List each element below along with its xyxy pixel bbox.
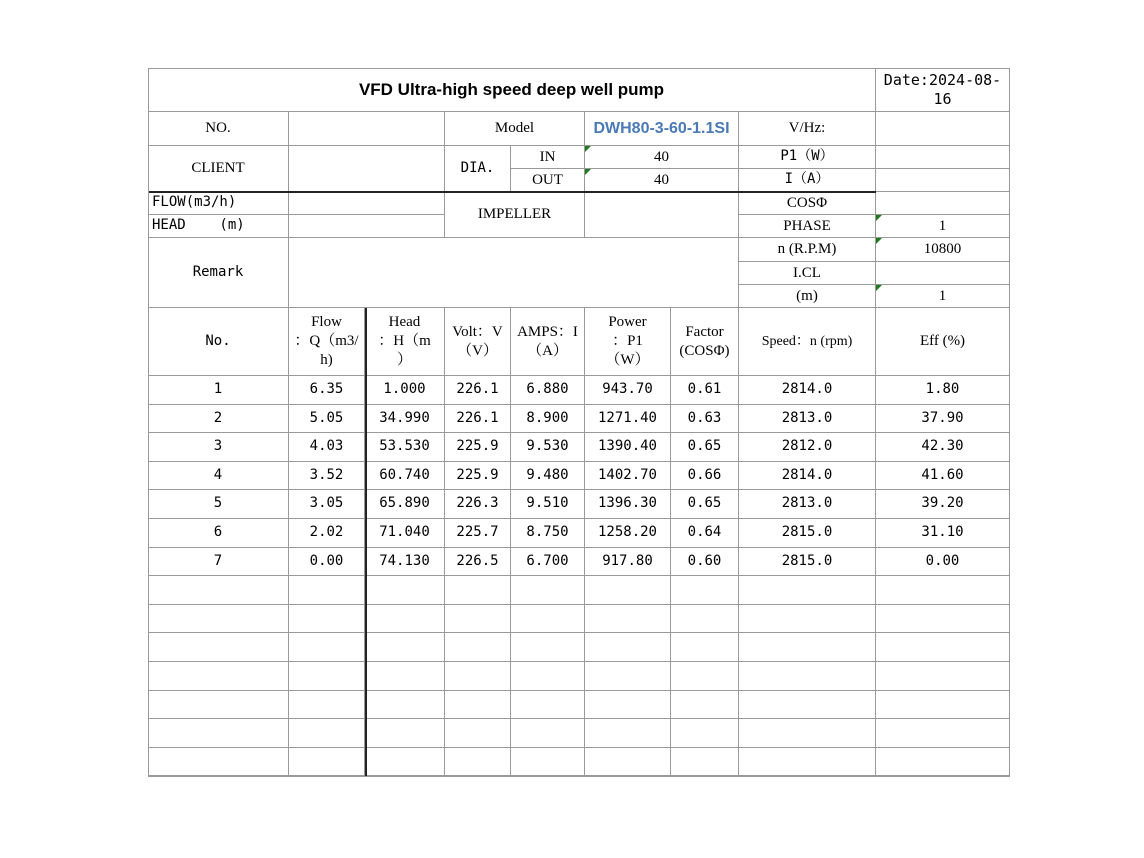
row-number-cell[interactable]: 4 [148,462,289,491]
phase-value-text: 1 [938,217,947,234]
row-number-cell[interactable]: 7 [148,548,289,577]
table-cell-speed[interactable]: 2815.0 [739,519,876,548]
column-header-factor: Factor (COSΦ) [671,308,739,376]
table-cell-flow[interactable]: 6.35 [289,376,365,405]
table-cell-amps[interactable]: 8.750 [511,519,585,548]
rpm-value-text: 10800 [923,241,962,258]
empty-cell[interactable] [876,605,1010,634]
i-value-cell[interactable] [876,169,1010,192]
table-cell-speed[interactable]: 2814.0 [739,376,876,405]
table-cell-factor[interactable]: 0.65 [671,433,739,462]
table-cell-head[interactable]: 74.130 [365,548,445,577]
empty-cell[interactable] [289,748,365,777]
client-value-cell[interactable] [289,146,445,192]
empty-cell[interactable] [511,719,585,748]
empty-cell[interactable] [671,748,739,777]
column-header-power: Power ：P1 （W） [585,308,671,376]
empty-cell[interactable] [876,719,1010,748]
empty-cell[interactable] [365,662,445,691]
table-cell-volt[interactable]: 226.1 [445,376,511,405]
remark-label: Remark [148,238,289,308]
table-cell-eff[interactable]: 42.30 [876,433,1010,462]
impeller-label: IMPELLER [445,192,585,238]
empty-cell[interactable] [671,576,739,605]
empty-cell[interactable] [739,748,876,777]
empty-cell[interactable] [445,662,511,691]
column-header-head: Head ：H（m ） [365,308,445,376]
row-number-cell[interactable]: 5 [148,490,289,519]
empty-cell[interactable] [511,633,585,662]
cos-label: COSΦ [739,192,876,215]
table-cell-eff[interactable]: 39.20 [876,490,1010,519]
table-cell-power[interactable]: 1396.30 [585,490,671,519]
impeller-value-cell[interactable] [585,192,739,238]
table-cell-factor[interactable]: 0.63 [671,405,739,434]
m-value-text: 1 [938,287,947,304]
icl-label: I.CL [739,262,876,285]
empty-cell[interactable] [289,691,365,720]
table-cell-amps[interactable]: 9.480 [511,462,585,491]
model-value[interactable]: DWH80-3-60-1.1SI [585,112,739,146]
table-cell-head[interactable]: 65.890 [365,490,445,519]
comment-marker-icon [585,146,591,152]
rpm-label: n (R.P.M) [739,238,876,262]
table-cell-flow[interactable]: 2.02 [289,519,365,548]
empty-cell[interactable] [739,691,876,720]
p1-value-cell[interactable] [876,146,1010,169]
table-cell-flow[interactable]: 0.00 [289,548,365,577]
comment-marker-icon [876,215,882,221]
empty-cell[interactable] [739,662,876,691]
empty-cell[interactable] [876,748,1010,777]
empty-cell[interactable] [148,748,289,777]
empty-cell[interactable] [671,633,739,662]
empty-cell[interactable] [148,633,289,662]
table-cell-power[interactable]: 1258.20 [585,519,671,548]
empty-cell[interactable] [511,605,585,634]
pump-test-sheet [148,68,1010,777]
vhz-value-cell[interactable] [876,112,1010,146]
vhz-label: V/Hz: [739,112,876,146]
phase-label: PHASE [739,215,876,238]
table-cell-head[interactable]: 34.990 [365,405,445,434]
empty-cell[interactable] [445,719,511,748]
no-value-cell[interactable] [289,112,445,146]
comment-marker-icon [876,238,882,244]
table-cell-power[interactable]: 943.70 [585,376,671,405]
table-cell-speed[interactable]: 2813.0 [739,405,876,434]
empty-cell[interactable] [671,691,739,720]
column-header-speed: Speed：n (rpm) [739,308,876,376]
table-cell-factor[interactable]: 0.61 [671,376,739,405]
table-cell-power[interactable]: 1271.40 [585,405,671,434]
in-value[interactable] [585,146,739,169]
m-label: (m) [739,285,876,308]
table-cell-eff[interactable]: 1.80 [876,376,1010,405]
divider-line [365,308,367,777]
table-cell-speed[interactable]: 2813.0 [739,490,876,519]
row-number-cell[interactable]: 6 [148,519,289,548]
empty-cell[interactable] [289,719,365,748]
column-header-amps: AMPS：I （A） [511,308,585,376]
empty-cell[interactable] [148,691,289,720]
p1-label: P1（W） [739,146,876,169]
table-cell-speed[interactable]: 2812.0 [739,433,876,462]
empty-cell[interactable] [289,662,365,691]
table-cell-eff[interactable]: 0.00 [876,548,1010,577]
table-cell-head[interactable]: 53.530 [365,433,445,462]
i-label: I（A） [739,169,876,192]
empty-cell[interactable] [739,633,876,662]
column-header-no: No. [148,308,289,376]
empty-cell[interactable] [585,748,671,777]
row-number-cell[interactable]: 1 [148,376,289,405]
empty-cell[interactable] [876,662,1010,691]
table-cell-factor[interactable]: 0.64 [671,519,739,548]
comment-marker-icon [876,285,882,291]
table-cell-eff[interactable]: 41.60 [876,462,1010,491]
no-label: NO. [148,112,289,146]
table-cell-volt[interactable]: 225.7 [445,519,511,548]
out-value[interactable] [585,169,739,192]
empty-cell[interactable] [671,662,739,691]
empty-cell[interactable] [739,576,876,605]
table-cell-flow[interactable]: 4.03 [289,433,365,462]
empty-cell[interactable] [445,633,511,662]
empty-cell[interactable] [876,691,1010,720]
empty-cell[interactable] [445,691,511,720]
column-header-volt: Volt：V （V） [445,308,511,376]
empty-cell[interactable] [365,605,445,634]
table-cell-eff[interactable]: 37.90 [876,405,1010,434]
empty-cell[interactable] [671,605,739,634]
phase-value[interactable] [876,215,1010,238]
empty-cell[interactable] [445,576,511,605]
table-cell-volt[interactable]: 225.9 [445,433,511,462]
rpm-value[interactable] [876,238,1010,262]
table-cell-flow[interactable]: 5.05 [289,405,365,434]
empty-cell[interactable] [365,719,445,748]
table-cell-volt[interactable]: 226.1 [445,405,511,434]
table-cell-amps[interactable]: 6.880 [511,376,585,405]
table-cell-power[interactable]: 917.80 [585,548,671,577]
empty-cell[interactable] [289,605,365,634]
table-cell-volt[interactable]: 226.3 [445,490,511,519]
empty-cell[interactable] [365,691,445,720]
table-cell-volt[interactable]: 226.5 [445,548,511,577]
model-label: Model [445,112,585,146]
out-label: OUT [511,169,585,192]
empty-cell[interactable] [511,748,585,777]
empty-cell[interactable] [511,691,585,720]
empty-cell[interactable] [445,605,511,634]
empty-cell[interactable] [511,662,585,691]
icl-value-cell[interactable] [876,262,1010,285]
column-header-flow: Flow ：Q（m3/ h) [289,308,365,376]
out-value-text: 40 [654,171,669,188]
empty-cell[interactable] [148,662,289,691]
row-number-cell[interactable]: 2 [148,405,289,434]
table-cell-factor[interactable]: 0.66 [671,462,739,491]
table-cell-amps[interactable]: 6.700 [511,548,585,577]
empty-cell[interactable] [671,719,739,748]
table-cell-speed[interactable]: 2815.0 [739,548,876,577]
table-cell-volt[interactable]: 225.9 [445,462,511,491]
test-date: Date:2024-08-16 [876,68,1010,112]
empty-cell[interactable] [289,633,365,662]
table-cell-speed[interactable]: 2814.0 [739,462,876,491]
table-cell-amps[interactable]: 9.530 [511,433,585,462]
empty-cell[interactable] [511,576,585,605]
client-label: CLIENT [148,146,289,192]
empty-cell[interactable] [739,605,876,634]
table-cell-factor[interactable]: 0.60 [671,548,739,577]
in-label: IN [511,146,585,169]
table-cell-amps[interactable]: 8.900 [511,405,585,434]
empty-cell[interactable] [148,719,289,748]
empty-cell[interactable] [148,576,289,605]
dia-label: DIA. [445,146,511,192]
empty-cell[interactable] [585,633,671,662]
empty-cell[interactable] [445,748,511,777]
empty-cell[interactable] [148,605,289,634]
empty-cell[interactable] [585,719,671,748]
table-cell-power[interactable]: 1390.40 [585,433,671,462]
empty-cell[interactable] [585,662,671,691]
row-number-cell[interactable]: 3 [148,433,289,462]
column-header-eff: Eff (%) [876,308,1010,376]
empty-cell[interactable] [365,576,445,605]
table-cell-factor[interactable]: 0.65 [671,490,739,519]
cos-value-cell[interactable] [876,192,1010,215]
table-cell-flow[interactable]: 3.05 [289,490,365,519]
table-cell-flow[interactable]: 3.52 [289,462,365,491]
empty-cell[interactable] [289,576,365,605]
table-cell-power[interactable]: 1402.70 [585,462,671,491]
empty-cell[interactable] [365,748,445,777]
table-cell-amps[interactable]: 9.510 [511,490,585,519]
in-value-text: 40 [654,148,669,165]
table-cell-eff[interactable]: 31.10 [876,519,1010,548]
empty-cell[interactable] [365,633,445,662]
empty-cell[interactable] [739,719,876,748]
remark-value-cell[interactable] [289,238,739,308]
empty-cell[interactable] [585,605,671,634]
table-cell-head[interactable]: 60.740 [365,462,445,491]
head-label: HEAD (m) [148,215,289,238]
empty-cell[interactable] [585,691,671,720]
empty-cell[interactable] [876,633,1010,662]
divider-line [148,191,876,193]
comment-marker-icon [585,169,591,175]
flow-label: FLOW(m3/h) [148,192,289,215]
head-value-cell[interactable] [289,215,445,238]
empty-cell[interactable] [876,576,1010,605]
table-cell-head[interactable]: 1.000 [365,376,445,405]
flow-value-cell[interactable] [289,192,445,215]
table-cell-head[interactable]: 71.040 [365,519,445,548]
empty-cell[interactable] [585,576,671,605]
m-value[interactable] [876,285,1010,308]
sheet-title: VFD Ultra-high speed deep well pump [148,68,876,112]
